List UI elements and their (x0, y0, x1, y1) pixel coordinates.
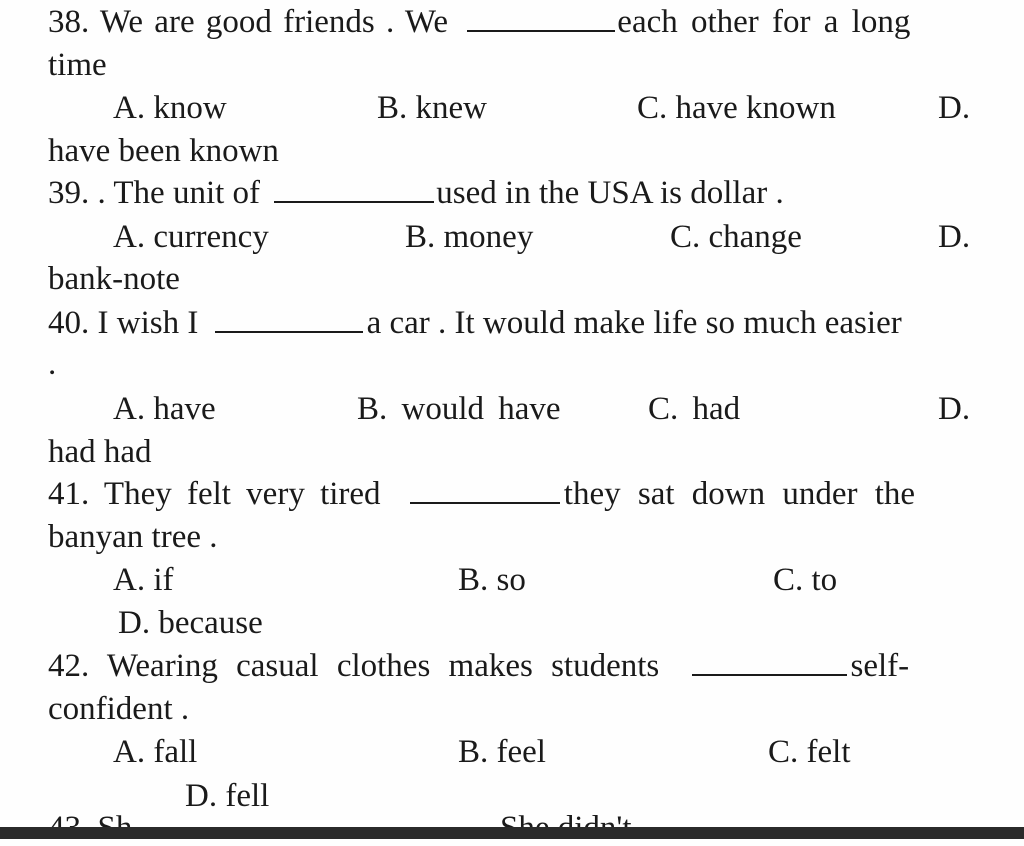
q38-option-c[interactable]: C. have known (637, 90, 836, 126)
q41-option-b[interactable]: B. so (458, 562, 526, 598)
q42-option-b[interactable]: B. feel (458, 734, 546, 770)
q40-number: 40. (48, 305, 90, 341)
q39-option-d-text: bank-note (48, 261, 180, 297)
q38-option-b[interactable]: B. knew (377, 90, 487, 126)
q38-text-end: each other for a long (617, 4, 911, 40)
q42-line2: confident . (48, 691, 190, 727)
q40-text-start: I wish I (97, 305, 199, 341)
q38-text-start: We are good friends . We (99, 4, 449, 40)
q38-blank[interactable] (467, 6, 615, 32)
q39-text-start: . The unit of (97, 175, 261, 211)
q39-text-end: used in the USA is dollar . (436, 175, 784, 211)
q40-line1 (48, 307, 902, 340)
q41-option-d[interactable]: D. because (118, 605, 263, 641)
q40-text-end: a car . It would make life so much easier (366, 305, 902, 341)
q39-option-c[interactable]: C. change (670, 219, 802, 255)
q38-number: 38. (48, 4, 90, 40)
q42-blank[interactable] (692, 650, 847, 676)
q41-blank[interactable] (410, 478, 560, 504)
q40-line2: . (48, 346, 57, 382)
q39-option-b[interactable]: B. money (405, 219, 534, 255)
q41-number: 41. (48, 476, 90, 512)
q39-option-d[interactable]: D. (938, 219, 971, 255)
q38-option-a[interactable]: A. know (113, 90, 227, 126)
q39-option-a[interactable]: A. currency (113, 219, 269, 255)
q41-option-a[interactable]: A. if (113, 562, 174, 598)
q42-number: 42. (48, 648, 90, 684)
q40-blank[interactable] (215, 307, 363, 333)
q42-text-end: self- (850, 648, 910, 684)
q42-text-start: Wearing casual clothes makes students (106, 648, 660, 684)
q40-option-d-text: had had (48, 434, 152, 470)
q40-option-b[interactable]: B. would have (357, 391, 561, 427)
q38-option-d-text: have been known (48, 133, 279, 169)
q42-line1 (48, 650, 909, 683)
q41-line1 (48, 478, 915, 511)
q40-option-a[interactable]: A. have (113, 391, 216, 427)
q41-text-start: They felt very tired (103, 476, 381, 512)
q42-option-c[interactable]: C. felt (768, 734, 851, 770)
q39-blank[interactable] (274, 177, 434, 203)
q38-option-d[interactable]: D. (938, 90, 971, 126)
q40-option-d[interactable]: D. (938, 391, 971, 427)
q39-number: 39. (48, 175, 90, 211)
q41-text-end: they sat down under the (563, 476, 916, 512)
q42-option-a[interactable]: A. fall (113, 734, 198, 770)
q38-line2: time (48, 47, 107, 83)
q41-option-c[interactable]: C. to (773, 562, 838, 598)
q42-option-d[interactable]: D. fell (185, 778, 270, 814)
q40-option-c[interactable]: C. had (648, 391, 741, 427)
q41-line2: banyan tree . (48, 519, 218, 555)
bottom-edge-bar (0, 827, 1024, 839)
q39-line1 (48, 177, 784, 210)
q38-line1 (48, 6, 910, 39)
